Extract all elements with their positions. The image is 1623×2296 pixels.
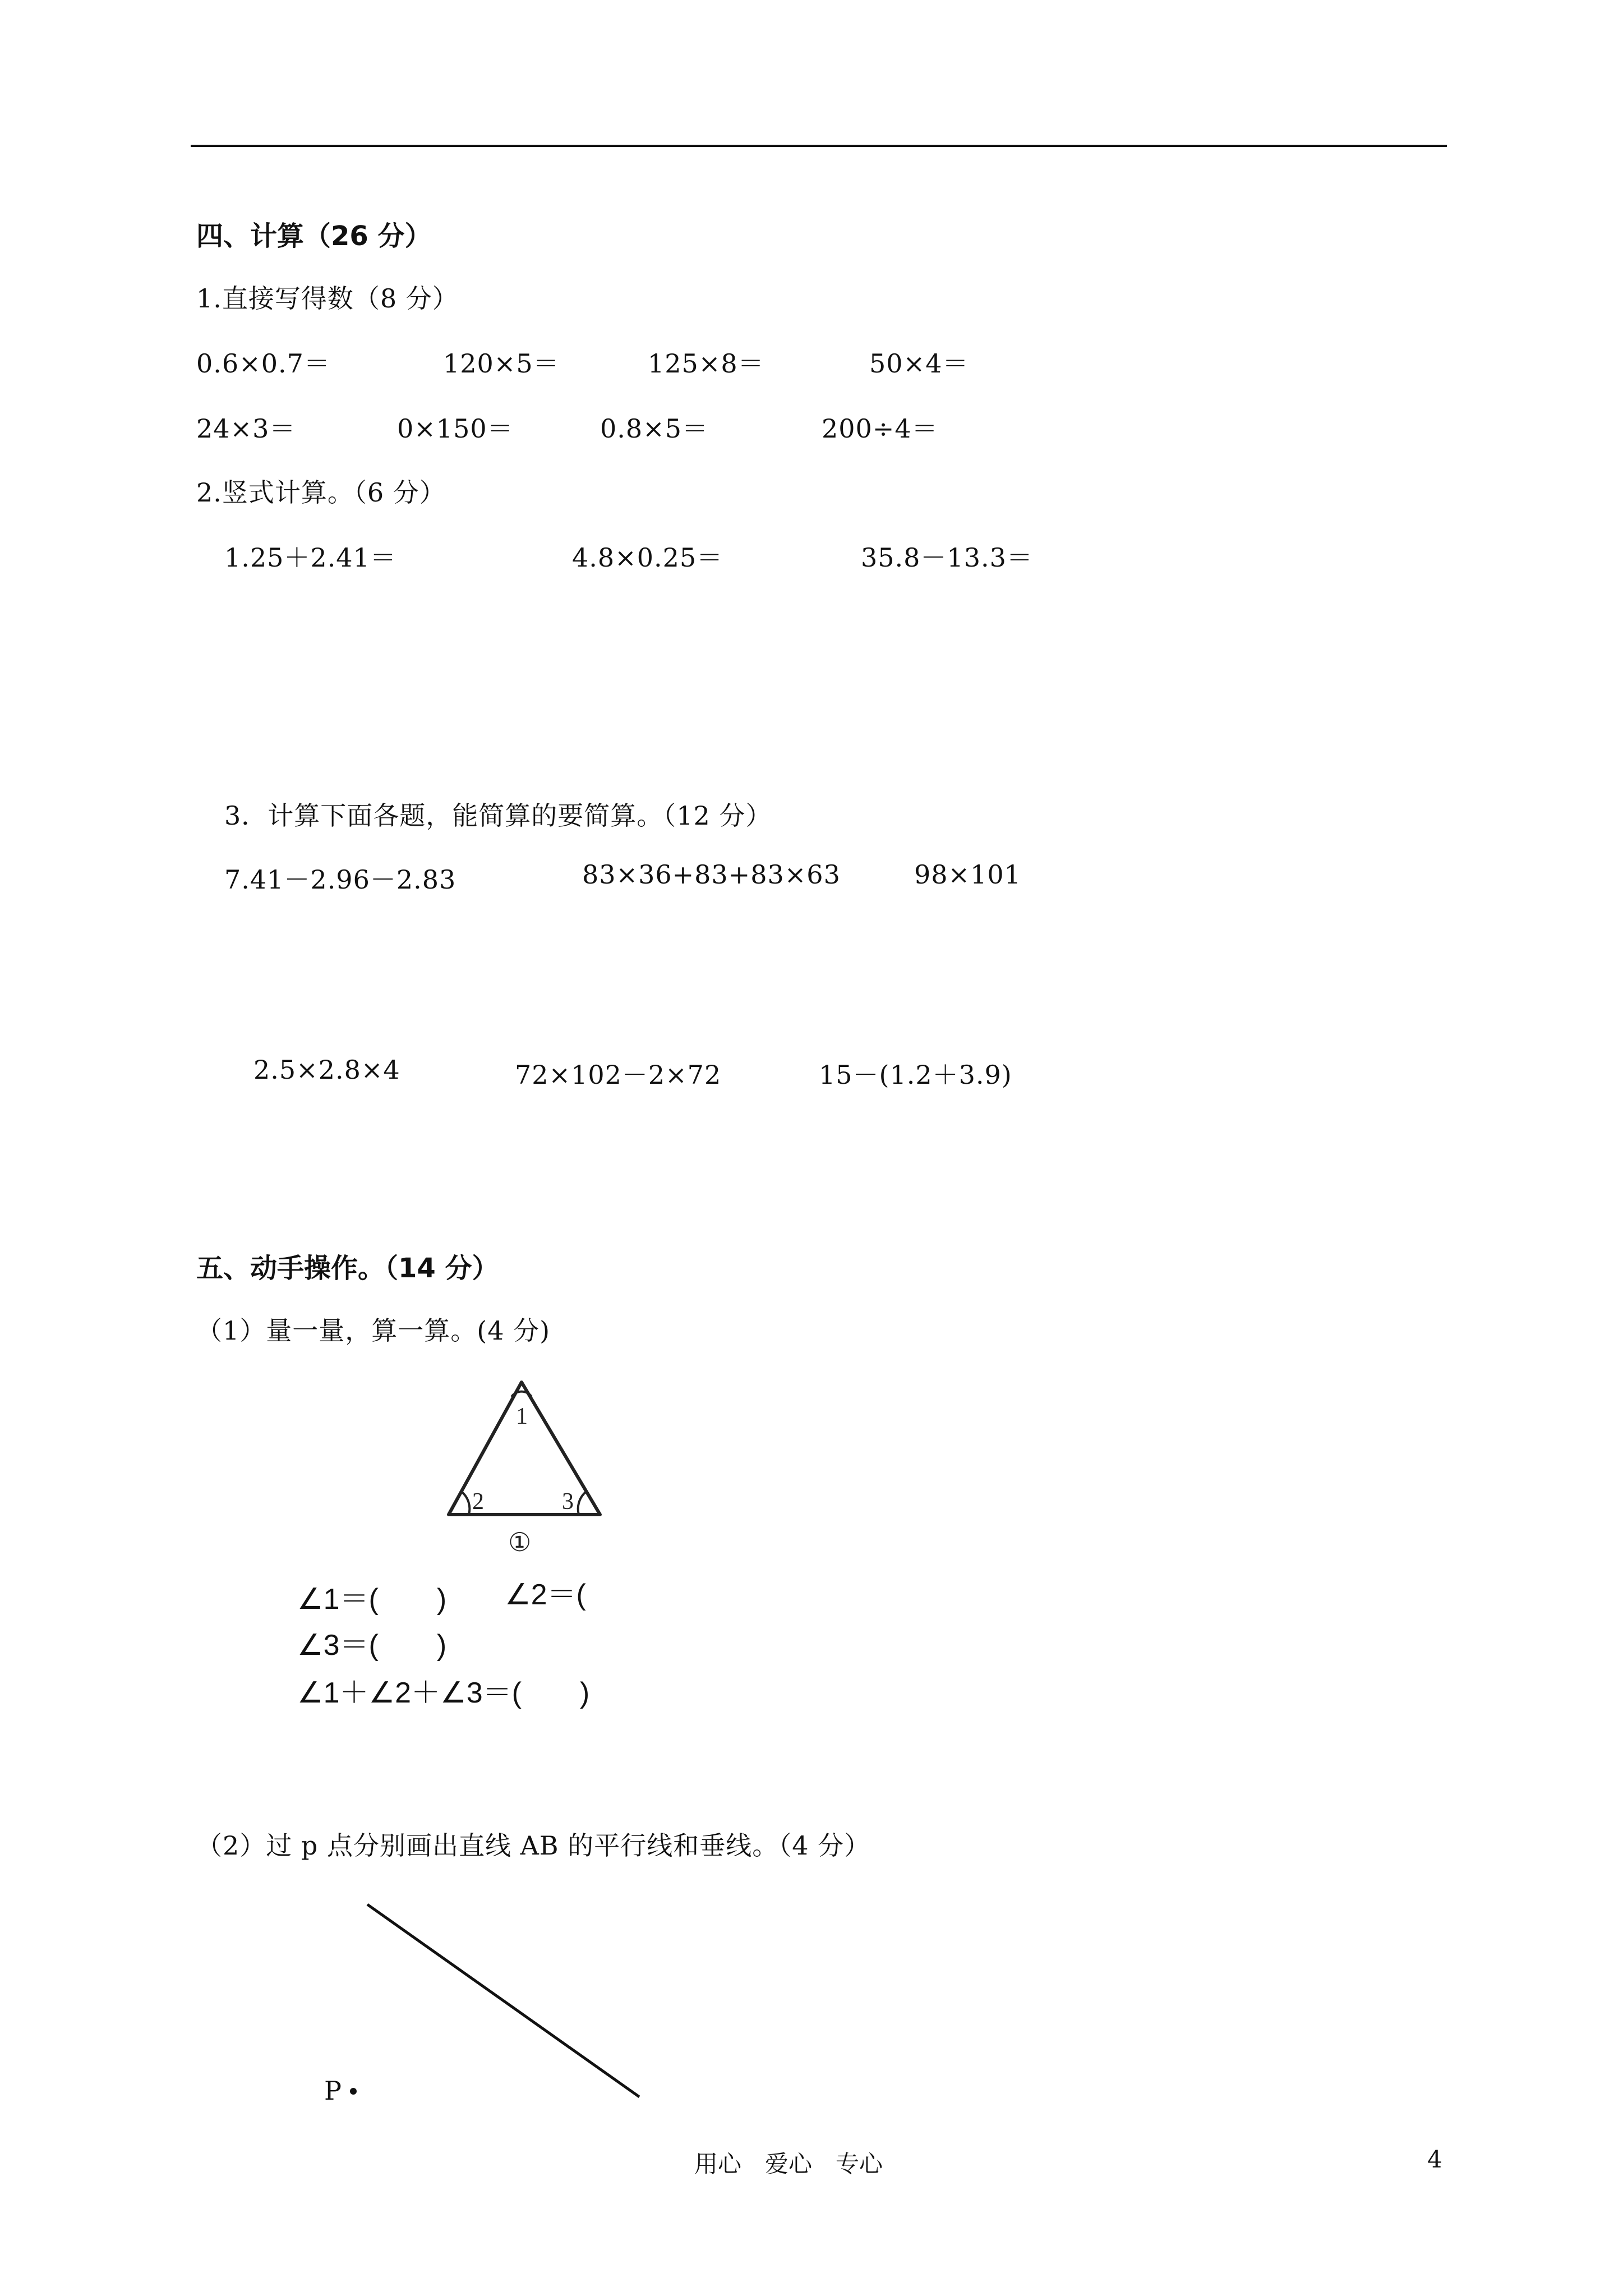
q1-item: 125×8＝ [648,348,764,379]
angle-answer-1: ∠1＝( ) [297,1583,447,1616]
angle-answer-3: ∠3＝( ) [297,1629,447,1662]
q3-item: 2.5×2.8×4 [253,1055,400,1085]
q1-item: 0×150＝ [397,413,514,444]
q2-item: 35.8－13.3＝ [861,542,1033,573]
q2-item: 1.25＋2.41＝ [224,542,396,573]
angle-label-1: 1 [516,1404,528,1429]
angle-label-3: 3 [562,1489,574,1515]
q3-title: 3．计算下面各题，能简算的要简算。（12 分） [224,800,772,831]
point-p-label: P [324,2076,342,2106]
point-p-dot [350,2088,357,2095]
q2-title: 2.竖式计算。（6 分） [196,477,446,508]
q3-item: 7.41－2.96－2.83 [224,864,457,895]
angle-answer-sum: ∠1＋∠2＋∠3＝( ) [297,1677,590,1709]
q1-item: 0.6×0.7＝ [196,348,330,379]
footer-motto: 用心 爱心 专心 [694,2150,883,2178]
section-4-title: 四、计算（26 分） [196,220,432,252]
page-number: 4 [1427,2146,1442,2173]
q3-item: 83×36+83+83×63 [582,859,841,890]
q3-item: 98×101 [914,859,1021,890]
angle-label-2: 2 [472,1489,484,1515]
q1-title: 1.直接写得数（8 分） [196,283,459,314]
q1-item: 24×3＝ [196,413,296,444]
line-ab [367,1904,639,2097]
s5-q2-title: （2）过 p 点分别画出直线 AB 的平行线和垂线。（4 分） [196,1830,871,1861]
q2-item: 4.8×0.25＝ [572,542,723,573]
q3-item: 15－(1.2＋3.9) [819,1060,1012,1090]
figure-number: ① [508,1527,532,1557]
q1-item: 200÷4＝ [822,413,938,444]
q1-item: 120×5＝ [443,348,560,379]
q1-item: 0.8×5＝ [600,413,708,444]
angle-answer-2: ∠2＝( [505,1579,586,1611]
q1-item: 50×4＝ [869,348,969,379]
section-5-title: 五、动手操作。（14 分） [196,1253,499,1284]
s5-q1-title: （1）量一量，算一算。(4 分) [196,1315,551,1346]
q3-item: 72×102－2×72 [515,1060,722,1090]
